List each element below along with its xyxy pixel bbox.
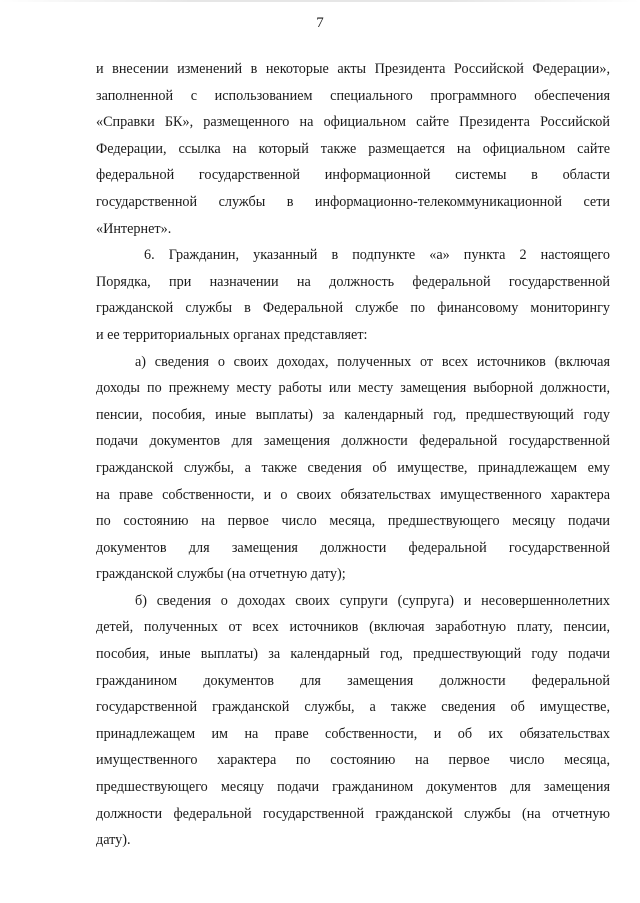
document-body bbox=[96, 56, 610, 854]
text-line: и ее территориальных органах представляет: bbox=[96, 326, 368, 343]
text-line: должности федеральной государственной гражданской службы (на отчетную bbox=[96, 805, 610, 822]
text-line: по состоянию на первое число месяца, предшествующего месяцу подачи bbox=[96, 513, 610, 530]
text-line: гражданином документов для замещения должности федеральной bbox=[96, 672, 610, 689]
subitem-b-first-line: б) сведения о доходах своих супруги (супруга) и несовершеннолетних bbox=[135, 592, 610, 609]
text-line: Федерации, ссылка на который также размещается на официальном сайте bbox=[96, 140, 610, 157]
text-line: гражданской службы в Федеральной службе по финансовому мониторингу bbox=[96, 300, 610, 317]
text-line: дату). bbox=[96, 832, 131, 849]
subitem-a-first-line: а) сведения о своих доходах, полученных от всех источников (включая bbox=[135, 353, 610, 370]
text-line: гражданской службы, а также сведения об имуществе, принадлежащем ему bbox=[96, 459, 610, 476]
scan-edge bbox=[0, 0, 640, 2]
text-line: федеральной государственной информационной системы в области bbox=[96, 167, 610, 184]
page-number: 7 bbox=[316, 15, 324, 31]
text-line: государственной гражданской службы, а также сведения об имуществе, bbox=[96, 699, 610, 716]
text-line: документов для замещения должности федеральной государственной bbox=[96, 539, 610, 556]
text-line: предшествующего месяцу подачи гражданином документов для замещения bbox=[96, 779, 610, 796]
text-line: «Справки БК», размещенного на официальном сайте Президента Российской bbox=[96, 114, 610, 131]
text-line: принадлежащем им на праве собственности, и об их обязательствах bbox=[96, 725, 610, 742]
text-line: детей, полученных от всех источников (включая заработную плату, пенсии, bbox=[96, 619, 610, 636]
text-line: имущественного характера по состоянию на первое число месяца, bbox=[96, 752, 610, 769]
text-line: и внесении изменений в некоторые акты Президента Российской Федерации», bbox=[96, 61, 610, 77]
text-line: на праве собственности, и о своих обязательствах имущественного характера bbox=[96, 486, 610, 503]
text-line: Порядка, при назначении на должность федеральной государственной bbox=[96, 273, 610, 290]
text-line: пенсии, пособия, иные выплаты) за календарный год, предшествующий году bbox=[96, 406, 610, 423]
text-line: заполненной с использованием специального программного обеспечения bbox=[96, 87, 610, 104]
text-line: подачи документов для замещения должности федеральной государственной bbox=[96, 433, 610, 450]
text-line: пособия, иные выплаты) за календарный год, предшествующий году подачи bbox=[96, 646, 610, 663]
text-line: гражданской службы (на отчетную дату); bbox=[96, 566, 346, 583]
text-line: «Интернет». bbox=[96, 220, 172, 237]
paragraph-6-first-line: 6. Гражданин, указанный в подпункте «а» пункта 2 настоящего bbox=[144, 247, 610, 264]
text-line: государственной службы в информационно-телекоммуникационной сети bbox=[96, 193, 610, 210]
text-line: доходы по прежнему месту работы или месту замещения выборной должности, bbox=[96, 380, 610, 397]
